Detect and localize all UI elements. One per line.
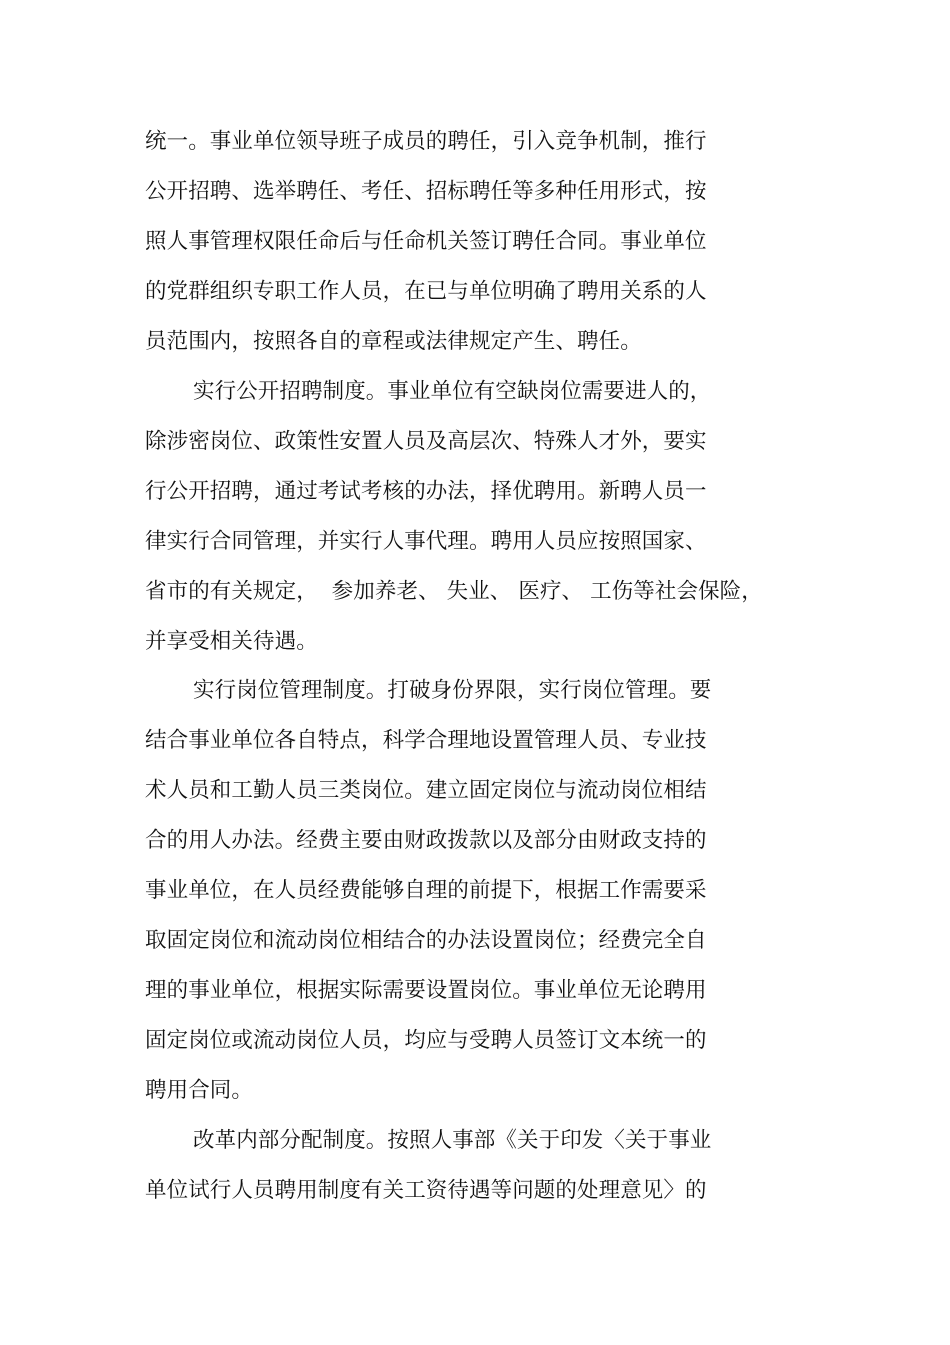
text-line: 并享受相关待遇。 xyxy=(145,629,318,654)
text-line: 公开招聘、选举聘任、考任、招标聘任等多种任用形式，按 xyxy=(145,179,707,204)
text-line: 统一。事业单位领导班子成员的聘任，引入竞争机制，推行 xyxy=(145,129,707,154)
text-line: 省市的有关规定， 参加养老、 失业、 医疗、 工伤等社会保险， xyxy=(145,579,763,604)
text-line: 的党群组织专职工作人员，在已与单位明确了聘用关系的人 xyxy=(145,279,707,304)
paragraph-first-line: 实行公开招聘制度。事业单位有空缺岗位需要进人的， xyxy=(193,379,712,404)
text-line: 术人员和工勤人员三类岗位。建立固定岗位与流动岗位相结 xyxy=(145,778,707,803)
text-line: 照人事管理权限任命后与任命机关签订聘任合同。事业单位 xyxy=(145,229,707,254)
text-line: 员范围内，按照各自的章程或法律规定产生、聘任。 xyxy=(145,329,642,354)
text-line: 事业单位，在人员经费能够自理的前提下，根据工作需要采 xyxy=(145,878,707,903)
text-line: 行公开招聘，通过考试考核的办法，择优聘用。新聘人员一 xyxy=(145,479,707,504)
text-line: 除涉密岗位、政策性安置人员及高层次、特殊人才外，要实 xyxy=(145,429,707,454)
text-line: 合的用人办法。经费主要由财政拨款以及部分由财政支持的 xyxy=(145,828,707,853)
text-line: 结合事业单位各自特点，科学合理地设置管理人员、专业技 xyxy=(145,728,707,753)
text-line: 律实行合同管理，并实行人事代理。聘用人员应按照国家、 xyxy=(145,529,707,554)
text-line: 固定岗位或流动岗位人员，均应与受聘人员签订文本统一的 xyxy=(145,1028,707,1053)
paragraph-first-line: 改革内部分配制度。按照人事部《关于印发〈关于事业 xyxy=(193,1128,712,1153)
text-line: 理的事业单位，根据实际需要设置岗位。事业单位无论聘用 xyxy=(145,978,707,1003)
text-line: 聘用合同。 xyxy=(145,1078,254,1103)
text-line: 单位试行人员聘用制度有关工资待遇等问题的处理意见〉的 xyxy=(145,1178,707,1203)
text-line: 取固定岗位和流动岗位相结合的办法设置岗位；经费完全自 xyxy=(145,928,707,953)
paragraph-first-line: 实行岗位管理制度。打破身份界限，实行岗位管理。要 xyxy=(193,678,712,703)
